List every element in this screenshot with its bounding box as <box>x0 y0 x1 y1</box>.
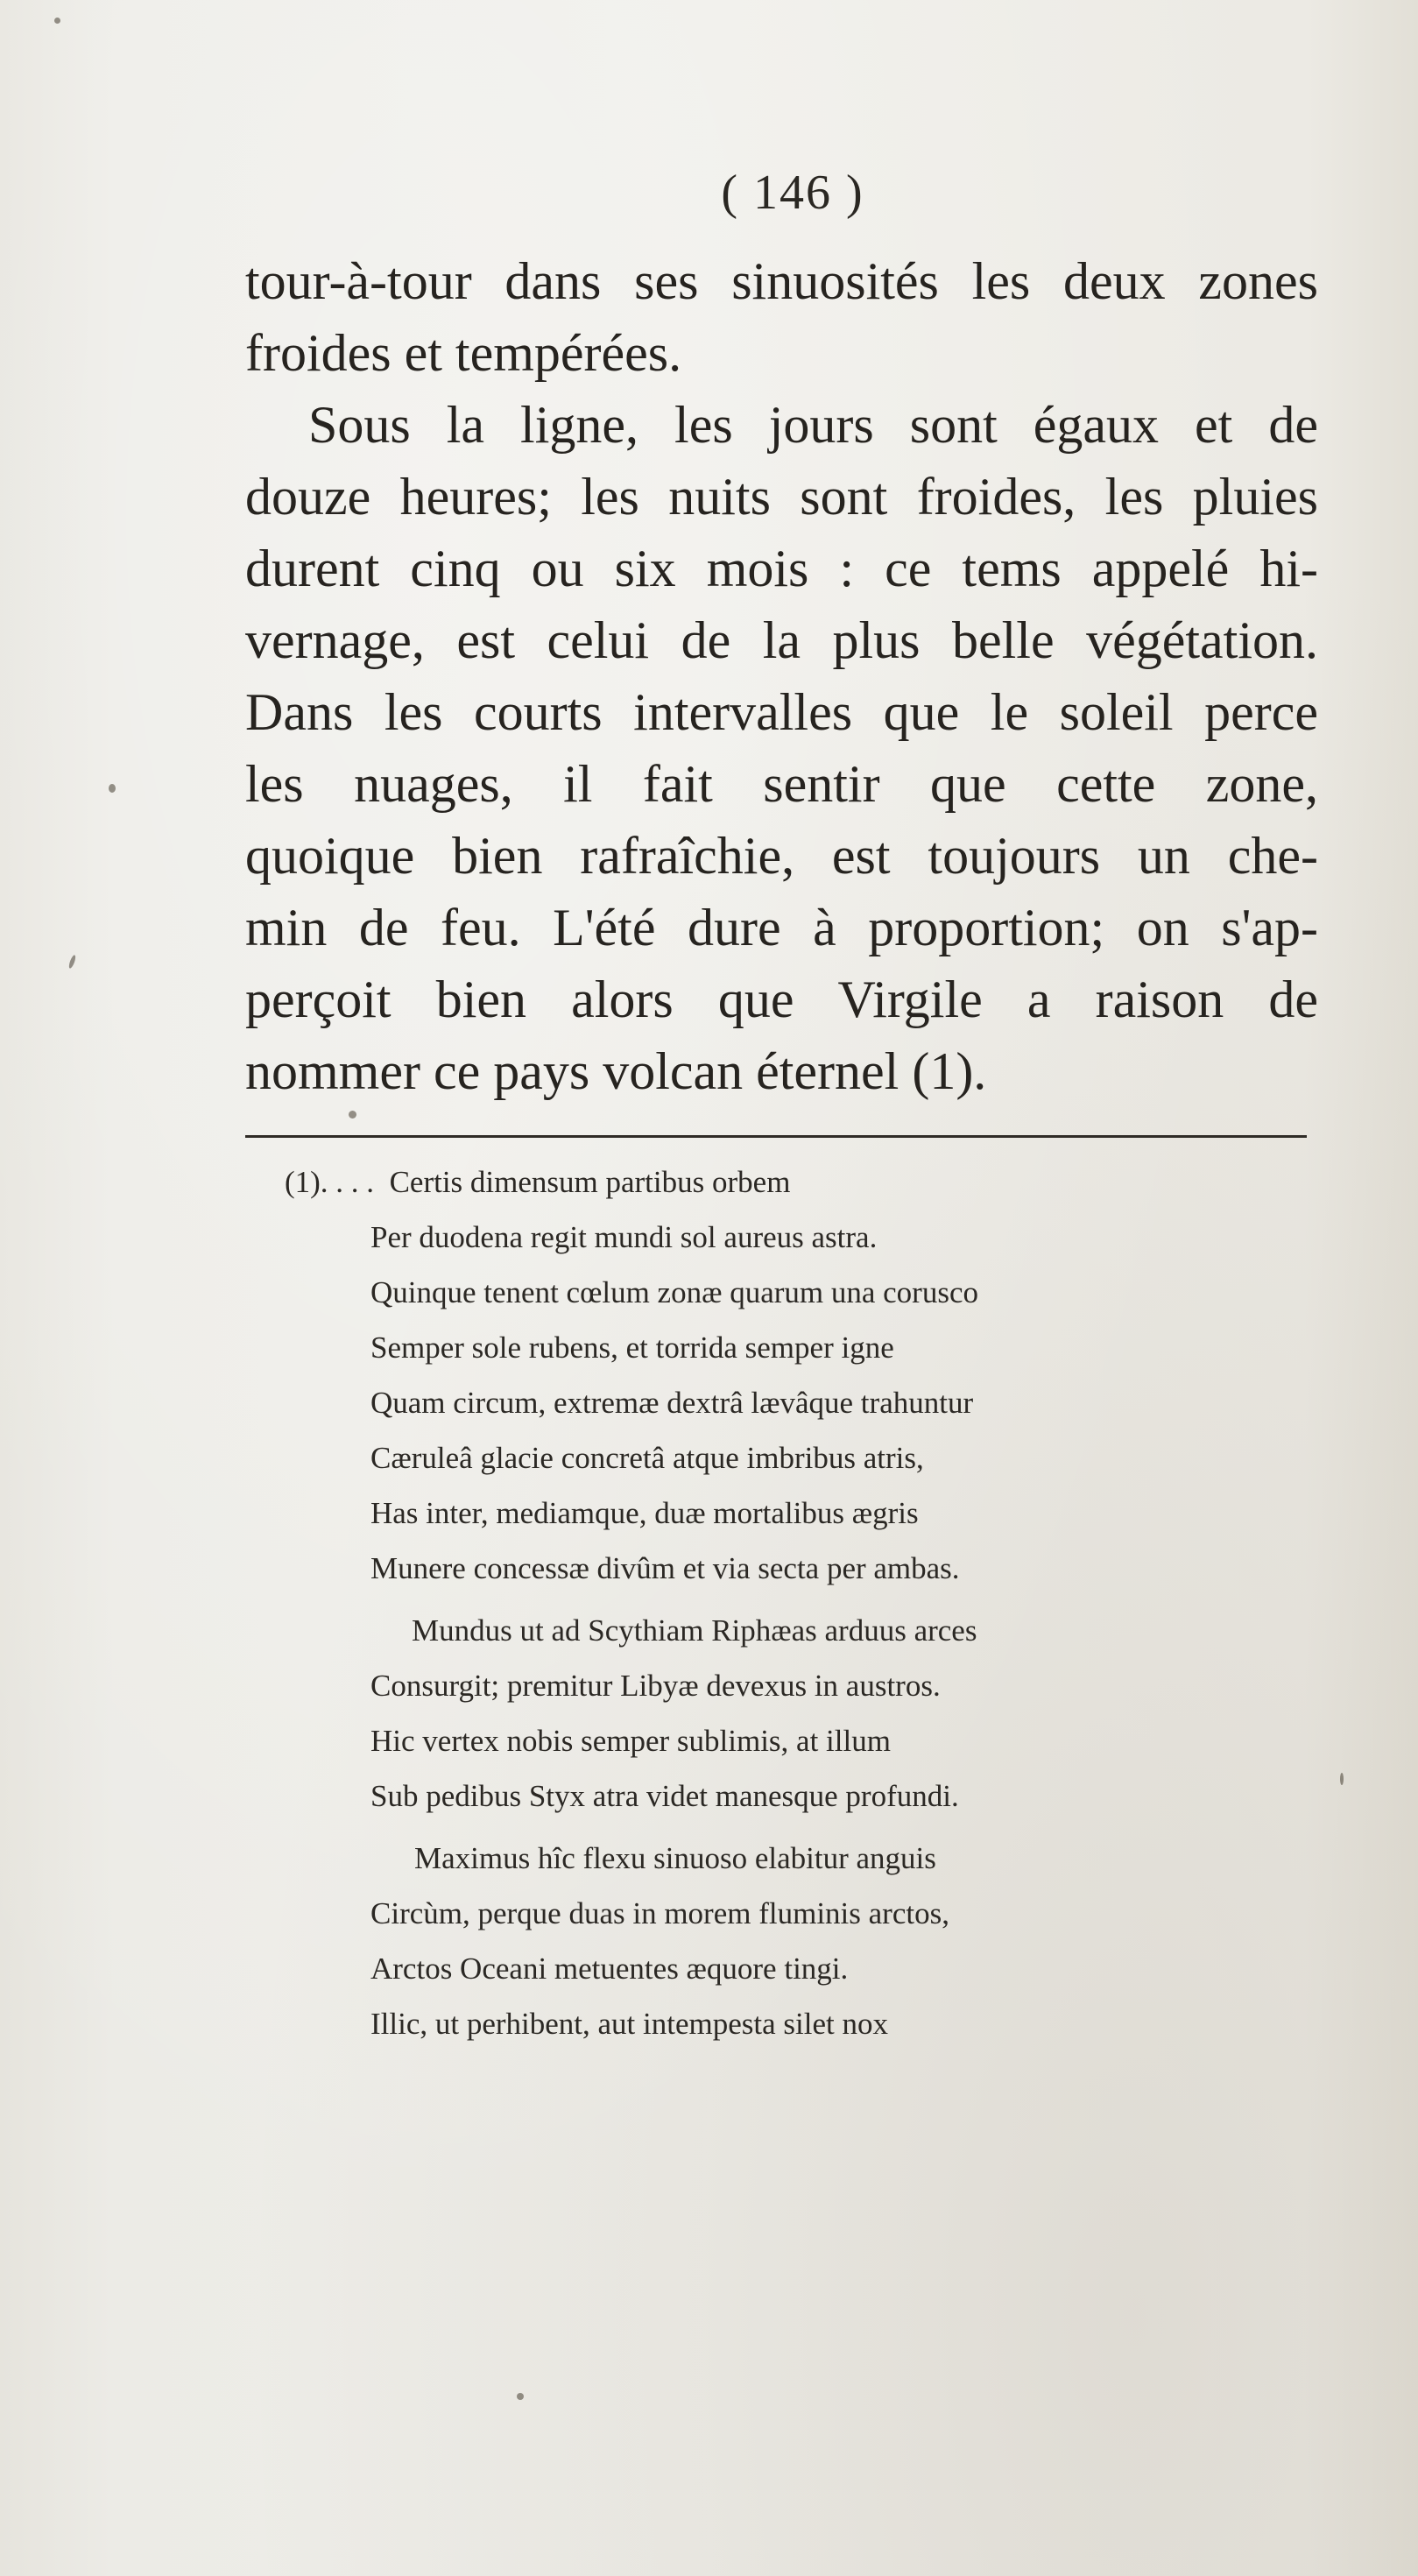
verse-line: Mundus ut ad Scythiam Riphæas arduus arces <box>412 1613 977 1648</box>
text-line: min de feu. L'été dure à proportion; on s'ap- <box>245 899 1318 956</box>
verse-line: Sub pedibus Styx atra videt manesque profundi. <box>370 1779 959 1813</box>
verse-line: Quam circum, extremæ dextrâ lævâque trahuntur <box>370 1386 974 1420</box>
footnote-first-line <box>285 1154 1204 1210</box>
footnote-marker: (1). . . . <box>285 1165 375 1199</box>
verse-line: Semper sole rubens, et torrida semper igne <box>370 1330 894 1365</box>
ink-speck <box>109 784 116 793</box>
verse-line: Cæruleâ glacie concretâ atque imbribus atris, <box>370 1441 924 1475</box>
verse-line: Per duodena regit mundi sol aureus astra. <box>370 1220 878 1254</box>
verse-line: Munere concessæ divûm et via secta per ambas. <box>370 1551 960 1585</box>
footnote <box>285 1154 1204 2051</box>
main-text <box>245 245 1318 1107</box>
verse-line: Hic vertex nobis semper sublimis, at illum <box>370 1724 891 1758</box>
verse-line: Maximus hîc flexu sinuoso elabitur anguis <box>414 1841 936 1875</box>
ink-speck <box>54 18 60 24</box>
stanza-gap <box>285 1824 1204 1831</box>
verse-line: Certis dimensum partibus orbem <box>389 1165 791 1199</box>
ink-speck <box>517 2393 524 2400</box>
text-line: tour-à-tour dans ses sinuosités les deux zones <box>245 252 1318 310</box>
stanza-gap <box>285 1596 1204 1603</box>
verse-line: Consurgit; premitur Libyæ devexus in austros. <box>370 1669 941 1703</box>
page-number: ( 146 ) <box>721 166 864 220</box>
text-line: les nuages, il fait sentir que cette zone, <box>245 755 1318 813</box>
text-line: durent cinq ou six mois : ce tems appelé hi- <box>245 540 1318 597</box>
text-line: quoique bien rafraîchie, est toujours un che- <box>245 827 1318 885</box>
ink-speck <box>349 1111 356 1119</box>
verse-line: Circùm, perque duas in morem fluminis arctos, <box>370 1896 949 1930</box>
text-line: froides et tempérées. <box>245 324 682 382</box>
verse-line: Quinque tenent cœlum zonæ quarum una corusco <box>370 1275 978 1309</box>
footnote-divider <box>245 1135 1307 1138</box>
text-line: nommer ce pays volcan éternel (1). <box>245 1042 987 1100</box>
ink-speck <box>67 955 76 970</box>
verse-line: Has inter, mediamque, duæ mortalibus ægris <box>370 1496 919 1530</box>
text-line: Sous la ligne, les jours sont égaux et de <box>308 396 1318 454</box>
text-line: douze heures; les nuits sont froides, les pluies <box>245 468 1318 526</box>
verse-line: Illic, ut perhibent, aut intempesta silet nox <box>370 2007 888 2041</box>
verse-line: Arctos Oceani metuentes æquore tingi. <box>370 1951 849 1986</box>
text-line: Dans les courts intervalles que le soleil perce <box>245 683 1318 741</box>
text-line: vernage, est celui de la plus belle végétation. <box>245 611 1318 669</box>
ink-speck <box>1340 1773 1344 1785</box>
text-line: perçoit bien alors que Virgile a raison de <box>245 970 1318 1028</box>
